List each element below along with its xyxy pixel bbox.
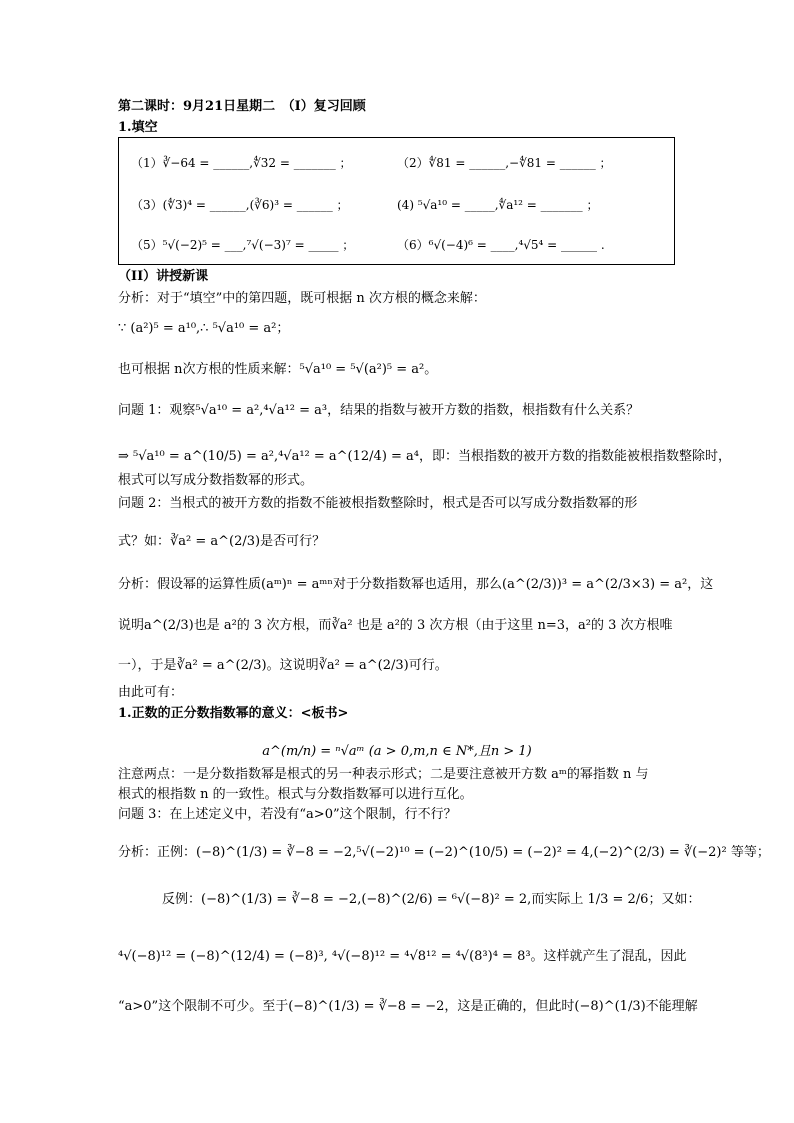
example-2: 反例：(−8)^(1/3) = ∛−8 = −2,(−8)^(2/6) = ⁶√(−8)² = 2,而实际上 1/3 = 2/6；又如： xyxy=(162,892,701,907)
definition-heading: 1.正数的正分数指数幂的意义：<板书> xyxy=(118,706,349,721)
exercise-box xyxy=(118,137,675,265)
fill-heading: 1.填空 xyxy=(118,120,158,135)
exercise-2: （2）∜81 = ______,−∜81 = ______ ； xyxy=(397,156,612,170)
analysis-1b: 也可根据 n次方根的性质来解：⁵√a¹⁰ = ⁵√(a²)⁵ = a²。 xyxy=(118,362,438,377)
analysis-2: 分析：假设幂的运算性质(aᵐ)ⁿ = aᵐⁿ对于分数指数幂也适用，那么(a^(2/3))³ = a^(2/3×3) = a²，这 xyxy=(118,577,714,592)
analysis-2b: 说明a^(2/3)也是 a²的 3 次方根，而∛a² 也是 a²的 3 次方根（由于这里 n=3，a²的 3 次方根唯 xyxy=(118,618,673,633)
example-1: 分析：正例：(−8)^(1/3) = ∛−8 = −2,⁵√(−2)¹⁰ = (−2)^(10/5) = (−2)² = 4,(−2)^(2/3) = ∛(−2)² 等等； xyxy=(118,845,770,860)
thus-text: 由此可有： xyxy=(118,685,184,700)
analysis-1-math: ∵ (a²)⁵ = a¹⁰,∴ ⁵√a¹⁰ = a²； xyxy=(118,321,290,336)
example-3: ⁴√(−8)¹² = (−8)^(12/4) = (−8)³, ⁴√(−8)¹² = ⁴√8¹² = ⁴√(8³)⁴ = 8³。这样就产生了混乱，因此 xyxy=(118,949,687,964)
page-title: 第二课时：9月21日星期二 （I）复习回顾 xyxy=(118,99,366,114)
note-1: 注意两点：一是分数指数幂是根式的另一种表示形式；二是要注意被开方数 aᵐ的幂指数 n 与 xyxy=(118,767,649,782)
question-2b: 式？如：∛a² = a^(2/3)是否可行？ xyxy=(118,534,326,549)
question-3: 问题 3：在上述定义中，若没有“a>0”这个限制，行不行？ xyxy=(118,807,457,822)
question-1-answer: ⇒ ⁵√a¹⁰ = a^(10/5) = a²,⁴√a¹² = a^(12/4) = a⁴，即：当根指数的被开方数的指数能被根指数整除时， xyxy=(118,449,732,464)
analysis-1: 分析：对于“填空”中的第四题，既可根据 n 次方根的概念来解： xyxy=(118,291,486,306)
exercise-3: （3）(∜3)⁴ = ______,(∛6)³ = ______ ； xyxy=(131,198,349,212)
example-4: “a>0”这个限制不可少。至于(−8)^(1/3) = ∛−8 = −2，这是正确的，但此时(−8)^(1/3)不能理解 xyxy=(118,999,698,1014)
section-heading: （II）讲授新课 xyxy=(118,269,209,284)
exercise-6: （6）⁶√(−4)⁶ = ____,⁴√5⁴ = ______ . xyxy=(397,238,605,252)
exercise-1: （1）∛−64 = ______,∜32 = _______ ； xyxy=(131,156,352,170)
question-1: 问题 1：观察⁵√a¹⁰ = a²,⁴√a¹² = a³，结果的指数与被开方数的指数，根指数有什么关系？ xyxy=(118,403,640,418)
definition-formula: a^(m/n) = ⁿ√aᵐ (a > 0,m,n ∈ N*,且n > 1) xyxy=(262,744,532,759)
exercise-5: （5）⁵√(−2)⁵ = ___,⁷√(−3)⁷ = _____ ； xyxy=(131,238,355,252)
question-2: 问题 2：当根式的被开方数的指数不能被根指数整除时，根式是否可以写成分数指数幂的形 xyxy=(118,496,638,511)
question-1-answer-2: 根式可以写成分数指数幂的形式。 xyxy=(118,473,314,488)
exercise-4: (4) ⁵√a¹⁰ = _____,∜a¹² = _______ ； xyxy=(397,198,599,212)
analysis-2c: 一），于是∛a² = a^(2/3)。这说明∛a² = a^(2/3)可行。 xyxy=(118,658,448,673)
note-2: 根式的根指数 n 的一致性。根式与分数指数幂可以进行互化。 xyxy=(118,787,473,802)
